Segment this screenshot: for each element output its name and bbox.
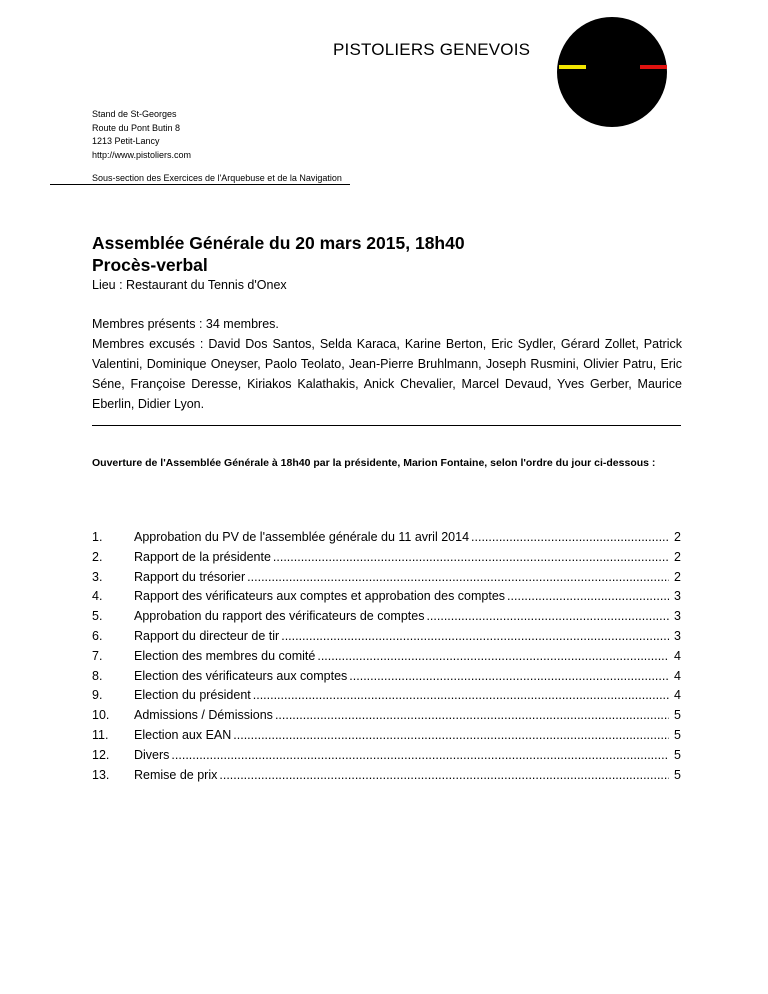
subtitle-line: Procès-verbal [92,255,208,275]
address-block [92,108,191,162]
agenda-item-leader [281,629,669,643]
agenda-item-label: Election des vérificateurs aux comptes [134,668,348,683]
agenda-item-leader [253,688,669,702]
agenda-item-label: Rapport du trésorier [134,569,246,584]
agenda-item[interactable] [92,728,681,748]
agenda-item-label: Election aux EAN [134,727,232,742]
agenda-item-number: 10. [92,708,110,723]
agenda-list [92,530,681,787]
agenda-item[interactable] [92,708,681,728]
agenda-item-page: 2 [674,530,681,544]
agenda-item-number: 6. [92,628,103,643]
agenda-item-number: 5. [92,609,103,624]
agenda-item-label: Rapport des vérificateurs aux comptes et approbation des comptes [134,589,506,604]
members-present: Membres présents : 34 membres. [92,317,279,331]
meeting-location: Lieu : Restaurant du Tennis d'Onex [92,278,287,292]
agenda-item-page: 4 [674,688,681,703]
agenda-item-number: 2. [92,549,103,564]
agenda-item-label: Remise de prix [134,767,218,782]
club-logo [557,17,667,127]
agenda-item-page: 2 [674,549,681,564]
agenda-item-number: 7. [92,648,103,663]
agenda-item-label: Election du président [134,688,251,703]
agenda-item-leader [507,589,669,603]
agenda-item-label: Admissions / Démissions [134,708,273,723]
header-divider [50,184,350,185]
agenda-item-page: 4 [674,668,681,683]
agenda-item[interactable] [92,748,681,768]
agenda-item-number: 9. [92,688,103,703]
agenda-item-number: 3. [92,569,103,584]
agenda-item-number: 8. [92,668,103,683]
agenda-item[interactable] [92,550,681,570]
club-name: PISTOLIERS GENEVOIS [333,40,531,59]
subsection-label: Sous-section des Exercices de l'Arquebuse et de la Navigation [92,173,342,183]
agenda-item-leader [471,530,669,544]
title-line: Assemblée Générale du 20 mars 2015, 18h40 [92,233,465,253]
agenda-item[interactable] [92,609,681,629]
agenda-item-page: 5 [674,708,681,723]
agenda-item-number: 13. [92,767,110,782]
agenda-item-page: 5 [674,767,681,782]
agenda-item-leader [426,609,669,623]
agenda-item-page: 3 [674,628,681,643]
agenda-item-number: 4. [92,589,103,604]
agenda-item-leader [233,728,669,742]
agenda-item[interactable] [92,768,681,788]
document-title [92,232,465,276]
opening-statement: Ouverture de l'Assemblée Générale à 18h40 par la présidente, Marion Fontaine, selon l'ordre du jour ci-dessous : [92,457,656,469]
members-section [92,314,682,414]
agenda-item-number: 12. [92,747,110,762]
agenda-item-leader [275,708,669,722]
members-excused: Membres excusés : David Dos Santos, Selda Karaca, Karine Berton, Eric Sydler, Gérard Zollet, Patrick Valentini, Dominique Oneyser, Paolo Teolato, Jean-Pierre Bruhlmann, Joseph Rusmini, Olivier Patru, Eric Séne, Françoise Deresse, Kiriakos Kalathakis, Anick Chevalier, Marcel Devaud, Yves Gerber, Maurice Eberlin, Didier Lyon. [92,337,682,411]
agenda-item-page: 3 [674,589,681,604]
agenda-item-page: 5 [674,727,681,742]
section-divider [92,425,681,426]
agenda-item-label: Rapport de la présidente [134,549,271,564]
agenda-item-page: 4 [674,648,681,663]
agenda-item-page: 5 [674,747,681,762]
agenda-item-leader [349,669,669,683]
agenda-item-leader [273,550,669,564]
agenda-item[interactable] [92,669,681,689]
agenda-item[interactable] [92,629,681,649]
agenda-item-label: Approbation du rapport des vérificateurs de comptes [134,609,425,624]
agenda-item[interactable] [92,649,681,669]
agenda-item-leader [171,748,669,762]
agenda-item[interactable] [92,570,681,590]
agenda-item-page: 3 [674,609,681,624]
agenda-item[interactable] [92,688,681,708]
agenda-item-leader [219,768,669,782]
agenda-item[interactable] [92,530,681,550]
agenda-item-number: 11. [92,727,109,742]
agenda-item-number: 1. [92,530,103,544]
agenda-item[interactable] [92,589,681,609]
address-line: Route du Pont Butin 8 [92,122,181,133]
website-link[interactable]: http://www.pistoliers.com [92,149,192,160]
address-line: Stand de St-Georges [92,109,177,119]
agenda-item-label: Rapport du directeur de tir [134,628,280,643]
agenda-item-leader [317,649,669,663]
agenda-item-page: 2 [674,569,681,584]
agenda-item-leader [247,570,669,584]
agenda-item-label: Approbation du PV de l'assemblée générale du 11 avril 2014 [134,530,470,544]
target-logo-icon [557,17,667,127]
agenda-item-label: Election des membres du comité [134,648,316,663]
agenda-item-label: Divers [134,747,170,762]
address-line: 1213 Petit-Lancy [92,136,160,146]
